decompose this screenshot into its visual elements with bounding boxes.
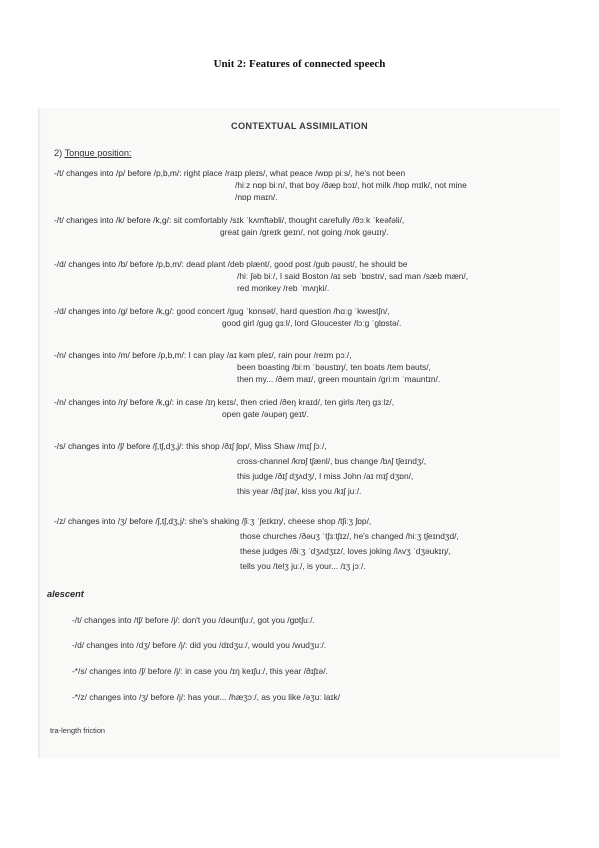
coalescent-item: -*/s/ changes into /ʃ/ before /j/: in case you /ɪŋ keɪʃuː/, this year /ðɪʃɪə/. [72, 666, 328, 676]
rule-z-to-zh [54, 516, 371, 528]
rule-continuation: those churches /ðəuʒ ˈtʃɜːtʃɪz/, he's changed /hiːʒ tʃeɪndʒd/, [240, 531, 459, 541]
rule-lead: -/n/ changes into /m/ before /p,b,m/: [54, 350, 187, 360]
rule-t-to-p [54, 168, 405, 180]
rule-t-to-k [54, 215, 404, 227]
rule-d-to-g [54, 306, 390, 318]
rule-lead: -/d/ changes into /b/ before /p,b,m/: [54, 259, 184, 269]
scan-edge-shadow [38, 108, 41, 758]
subheading-number: 2) [54, 148, 63, 158]
rule-continuation: this judge /ðɪʃ dʒʌdʒ/, I miss John /aɪ mɪʃ dʒɒn/, [237, 471, 414, 481]
rule-lead: -/t/ changes into /k/ before /k,g/: [54, 215, 172, 225]
subheading [54, 148, 131, 158]
rule-examples: this shop /ðɪʃ ʃɒp/, Miss Shaw /mɪʃ ʃɔː/, [186, 441, 327, 451]
subheading-label: Tongue position: [64, 148, 132, 158]
rule-examples: right place /raɪp pleɪs/, what peace /wɒp piːs/, he's not been [183, 168, 406, 178]
rule-examples: she's shaking /ʃiːʒ ˈʃeɪkɪŋ/, cheese shop /tʃiːʒ ʃɒp/, [188, 516, 372, 526]
rule-continuation: great gain /greɪk geɪn/, not going /nɒk gəuɪŋ/. [220, 227, 389, 237]
coalescent-item: -/d/ changes into /dʒ/ before /j/: did you /dɪdʒuː/, would you /wudʒuː/. [72, 640, 327, 650]
rule-continuation: tells you /telʒ juː/, is your... /ɪʒ jɔː/. [240, 561, 366, 571]
rule-examples: in case /ɪŋ keɪs/, then cried /ðeŋ kraɪd/, ten girls /teŋ gɜːlz/, [176, 397, 395, 407]
rule-continuation: these judges /ðiːʒ ˈdʒʌdʒɪz/, loves joking /lʌvʒ ˈdʒəukɪŋ/, [240, 546, 451, 556]
rule-examples: good concert /gug ˈkɒnsət/, hard question /hɑːg ˈkwestʃn/, [176, 306, 390, 316]
page-title: Unit 2: Features of connected speech [213, 58, 386, 70]
rule-examples: dead plant /deb plænt/, good post /gub pəust/, he should be [186, 259, 408, 269]
section-heading: CONTEXTUAL ASSIMILATION [231, 121, 368, 131]
rule-lead: -/d/ changes into /g/ before /k,g/: [54, 306, 175, 316]
rule-continuation: then my... /ðem maɪ/, green mountain /griːm ˈmauntɪn/. [237, 374, 441, 384]
rule-lead: -/s/ changes into /ʃ/ before /ʃ,tʃ,dʒ,j/: [54, 441, 184, 451]
scanned-page [38, 108, 560, 758]
rule-d-to-b [54, 259, 407, 271]
coalescent-item: -*/z/ changes into /ʒ/ before /j/: has your... /hæʒɔː/, as you like /əʒuː laɪk/ [72, 692, 341, 702]
rule-lead: -/n/ changes into /ŋ/ before /k,g/: [54, 397, 175, 407]
footer-note: tra-length friction [50, 726, 106, 735]
rule-n-to-m [54, 350, 352, 362]
coalescent-title: alescent [47, 589, 84, 599]
rule-continuation: /hiːz nɒp biːn/, that boy /ðæp bɔɪ/, hot milk /hɒp mɪlk/, not mine [235, 180, 467, 190]
rule-continuation: /nɒp maɪn/. [235, 192, 278, 202]
rule-s-to-sh [54, 441, 327, 453]
rule-continuation: /hiː ʃəb biː/, I said Boston /aɪ seb ˈbɒstn/, sad man /sæb mæn/, [237, 271, 469, 281]
rule-continuation: this year /ðɪʃ jɪə/, kiss you /kɪʃ juː/. [237, 486, 362, 496]
rule-n-to-ng [54, 397, 394, 409]
rule-examples: I can play /aɪ kəm pleɪ/, rain pour /reɪm pɔː/, [188, 350, 352, 360]
coalescent-item: -/t/ changes into /tʃ/ before /j/: don't you /dəuntʃuː/, got you /gɒtʃuː/. [72, 615, 315, 625]
rule-examples: sit comfortably /sɪk ˈkʌmftəbli/, thought carefully /θɔːk ˈkeəfəli/, [173, 215, 405, 225]
rule-continuation: open gate /əupəŋ geɪt/. [222, 409, 309, 419]
rule-lead: -/t/ changes into /p/ before /p,b,m/: [54, 168, 182, 178]
rule-continuation: red monkey /reb ˈmʌŋki/. [237, 283, 330, 293]
rule-lead: -/z/ changes into /ʒ/ before /ʃ,tʃ,dʒ,j/: [54, 516, 187, 526]
rule-continuation: been boasting /biːm ˈbəustɪŋ/, ten boats /tem bəuts/, [237, 362, 431, 372]
rule-continuation: good girl /gug gɜːl/, lord Gloucester /lɔːg ˈglɒstə/. [222, 318, 402, 328]
rule-continuation: cross-channel /krɒʃ tʃænl/, bus change /bʌʃ tʃeɪndʒ/, [237, 456, 427, 466]
